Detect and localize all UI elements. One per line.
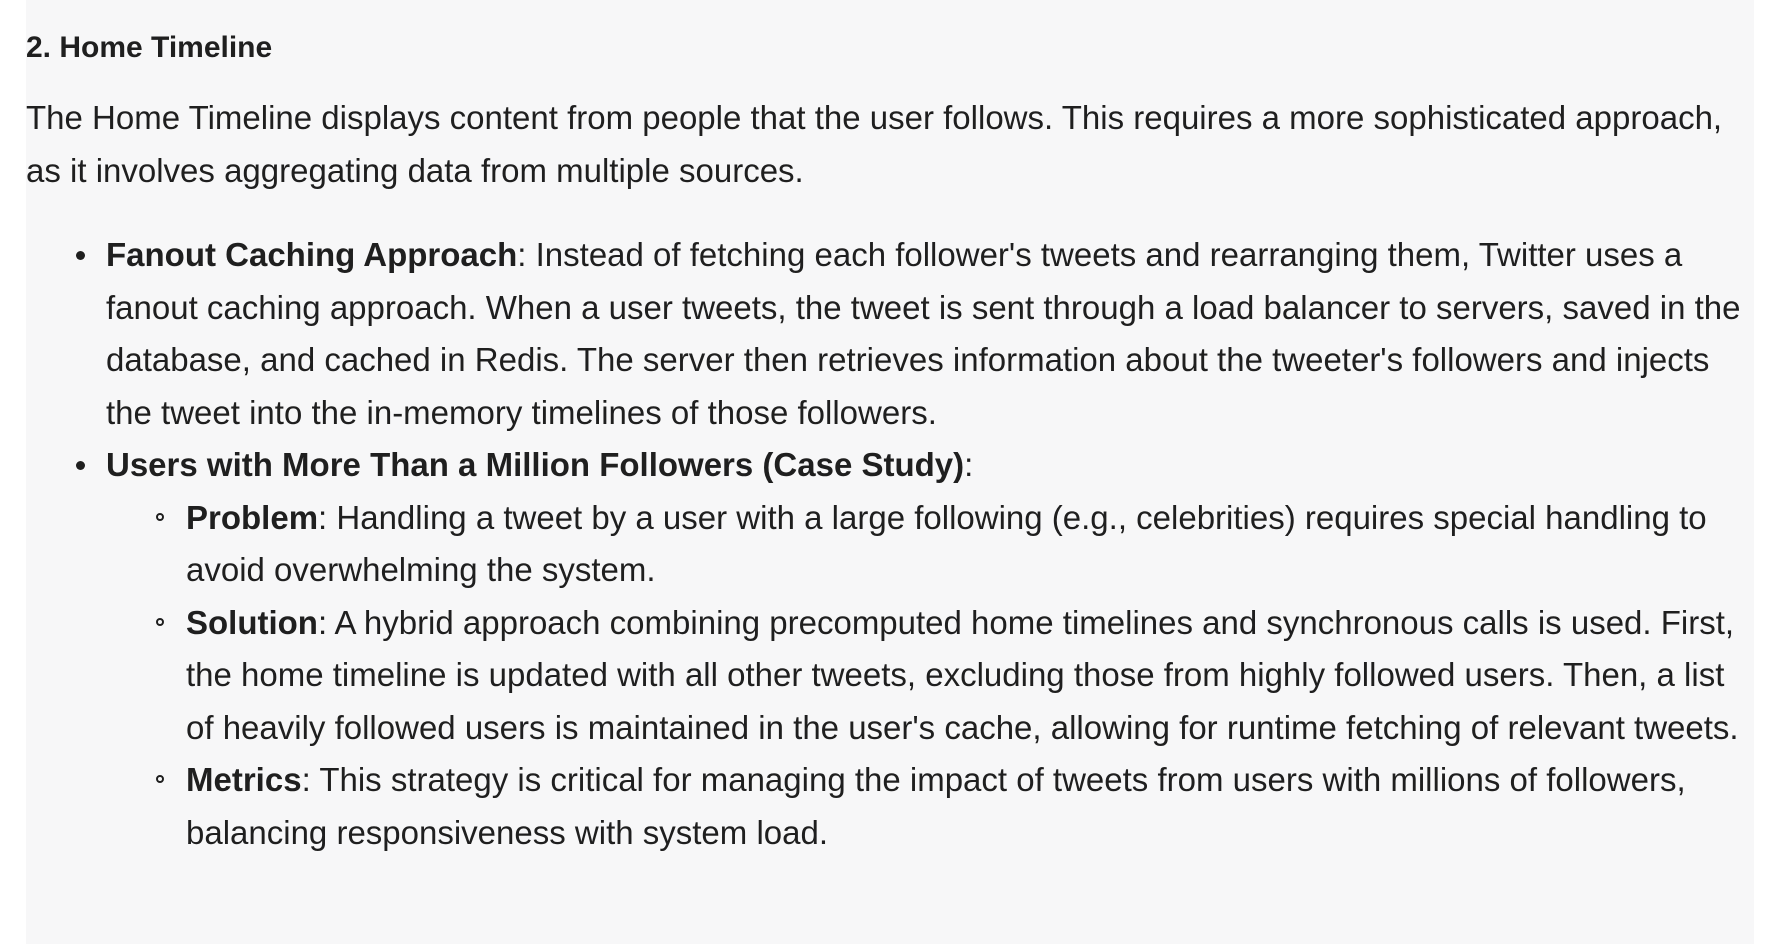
sub-item-term: Problem bbox=[186, 498, 319, 536]
sub-item-metrics bbox=[106, 754, 1746, 859]
list-item-separator: : bbox=[517, 236, 536, 273]
intro-paragraph: The Home Timeline displays content from people that the user follows. This requires a more sophisticated approach, as it involves aggregating data from multiple sources. bbox=[26, 99, 1723, 189]
list-item-million-followers bbox=[26, 439, 1746, 859]
bullet-list bbox=[26, 229, 1746, 859]
sub-item-solution bbox=[106, 597, 1746, 755]
sub-item-separator: : bbox=[301, 761, 320, 798]
sub-item-problem bbox=[106, 492, 1746, 597]
list-item-term: Fanout Caching Approach bbox=[106, 236, 518, 273]
list-item-term: Users with More Than a Million Followers (Case Study) bbox=[106, 446, 965, 483]
list-item-fanout bbox=[26, 229, 1746, 439]
section-heading: 2. Home Timeline bbox=[26, 31, 273, 64]
sub-item-separator: : bbox=[317, 603, 335, 641]
sub-item-text: This strategy is critical for managing the impact of tweets from users with millions of followers, balancing responsiveness with system load. bbox=[186, 761, 1686, 851]
sub-item-separator: : bbox=[318, 498, 337, 536]
sub-item-text: Handling a tweet by a user with a large following (e.g., celebrities) requires special handling to avoid overwhelming the system. bbox=[186, 498, 1707, 588]
list-item-text: Instead of fetching each follower's tweets and rearranging them, Twitter uses a fanout caching approach. When a user tweets, the tweet is sent through a load balancer to servers, saved in the database, and cached in Redis. The server then retrieves information about the tweeter's followers and injects the tweet into the in-memory timelines of those followers. bbox=[106, 236, 1741, 431]
sub-item-term: Solution bbox=[186, 603, 318, 641]
sub-item-text: A hybrid approach combining precomputed home timelines and synchronous calls is used. First, the home timeline is updated with all other tweets, excluding those from highly followed users. Then, a list of heavily followed users is maintained in the user's cache, allowing for runtime fetching of relevant tweets. bbox=[186, 603, 1739, 746]
list-item-separator: : bbox=[964, 446, 974, 483]
sub-item-term: Metrics bbox=[186, 761, 302, 798]
message-panel bbox=[26, 0, 1754, 944]
sub-bullet-list bbox=[106, 492, 1746, 860]
